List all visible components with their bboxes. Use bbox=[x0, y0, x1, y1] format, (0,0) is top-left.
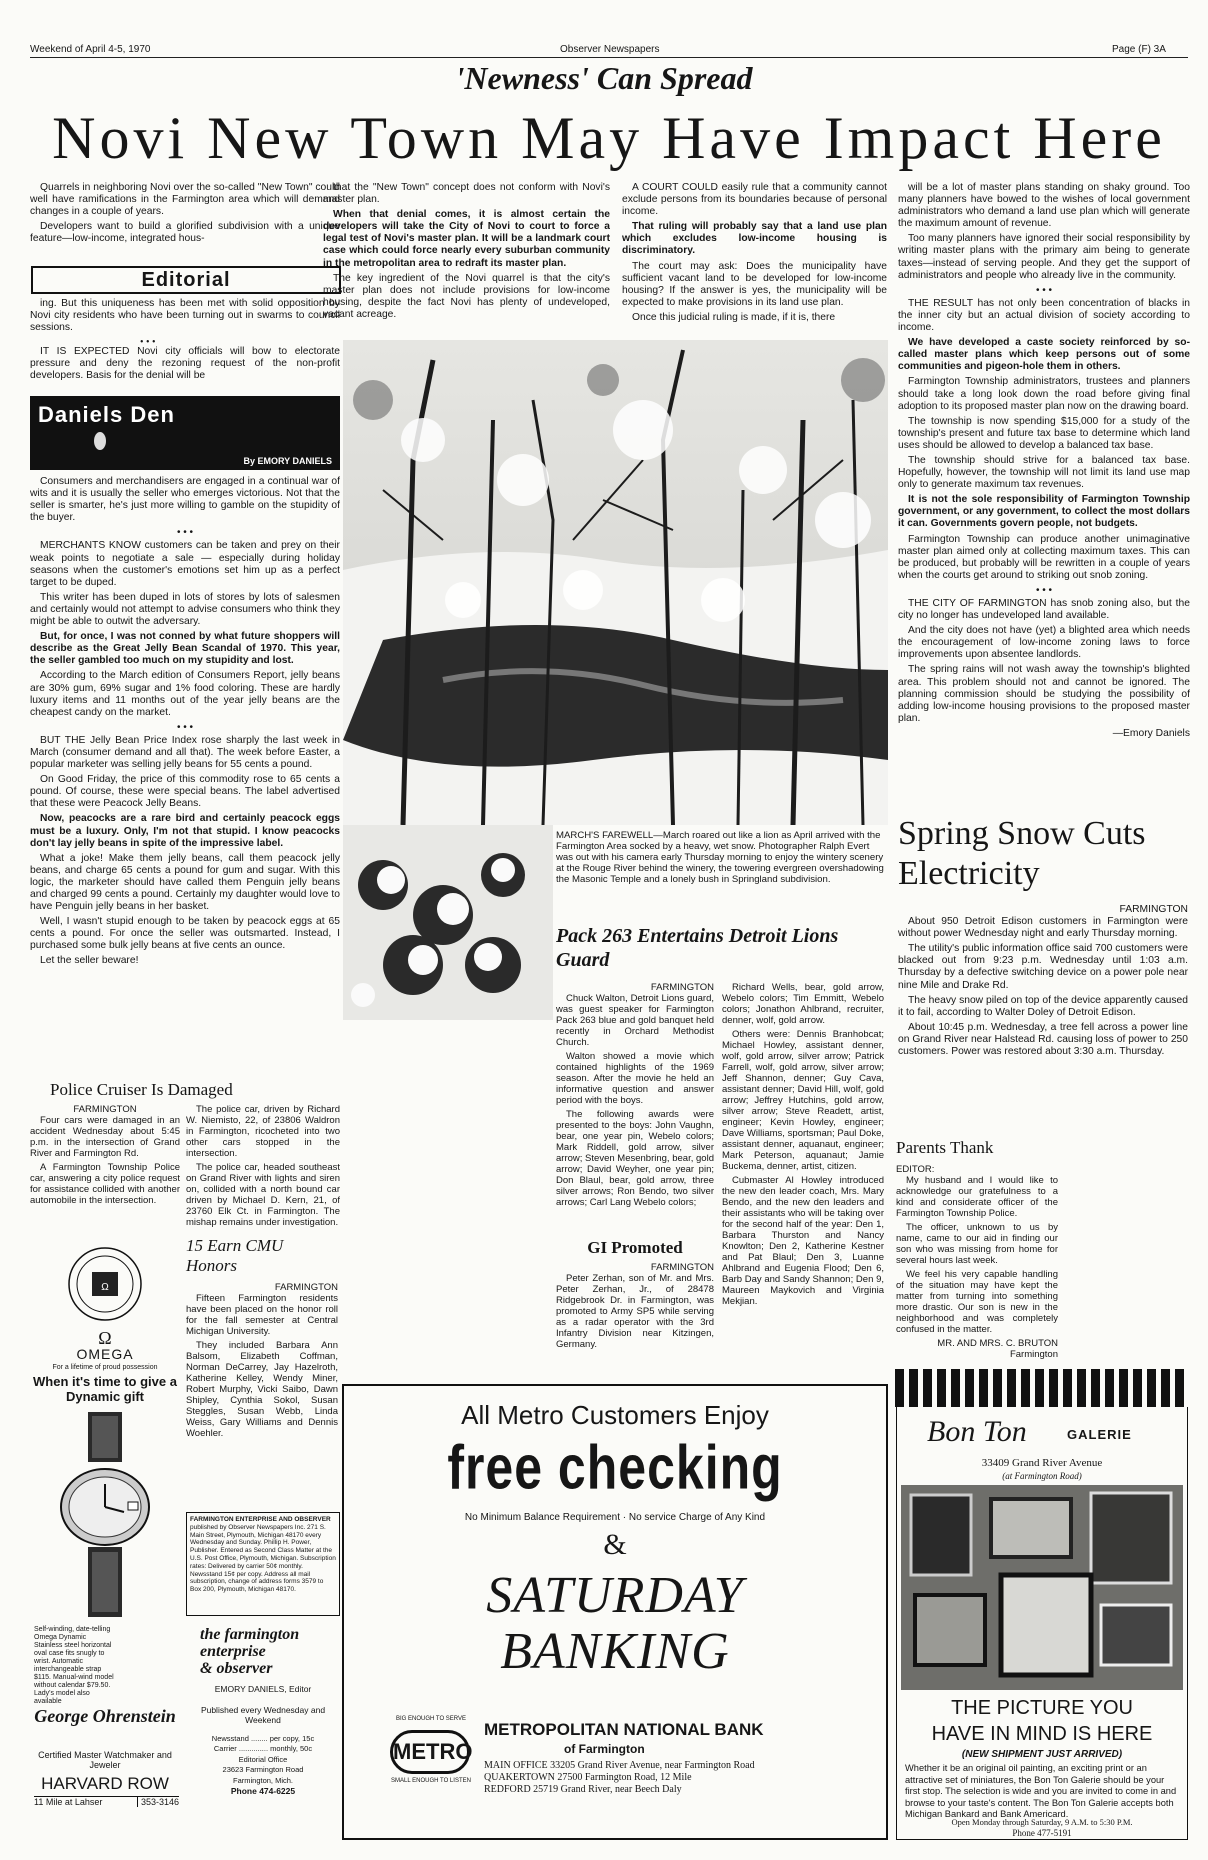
parents-para: We feel his very capable handling of the situation may have kept the matter from turning into something more drastic. Our son is new in the neighborhood and was completely confused in the matter. bbox=[896, 1269, 1058, 1335]
store-footer bbox=[34, 1796, 179, 1807]
bonton-heading-2: HAVE IN MIND IS HERE bbox=[931, 1723, 1153, 1745]
ad-border-pattern bbox=[895, 1369, 1189, 1407]
bonton-address: 33409 Grand River Avenue bbox=[981, 1457, 1103, 1469]
bank-ad-big: free checking bbox=[447, 1432, 783, 1502]
svg-text:Ω: Ω bbox=[101, 1282, 109, 1293]
divider: • • • bbox=[176, 527, 194, 539]
editorial-col1-bot bbox=[30, 346, 340, 394]
editorial-col1-mid bbox=[30, 298, 340, 338]
office-label: Editorial Office bbox=[238, 1754, 288, 1764]
publish-schedule: Published every Wednesday and Weekend bbox=[200, 1704, 326, 1725]
saturday-line: SATURDAY bbox=[486, 1567, 744, 1624]
main-headline: Novi New Town May Have Impact Here bbox=[52, 105, 1166, 171]
pack-para: The following awards were presented to the boys: John Vaughn, bear, one year pin, Webelo colors; Mark Riddell, gold arrow, silver arrow; Steven Mesenbring, bear, gold arrow; David Weyher, one year pin; Don Blaul, bear, gold arrow, three silver arrows; Ron Bendo, two silver arrows; Carl Lang Webelo colors; bbox=[556, 1109, 714, 1208]
bonton-galerie: GALERIE bbox=[1067, 1427, 1132, 1442]
omega-headline: When it's time to give a Dynamic gift bbox=[33, 1374, 177, 1404]
column-para: BUT THE Jelly Bean Price Index rose sharply the last week in March (consumer demand and all that). The week before Easter, a popular marketer was selling jelly beans for 55 cents a pound. bbox=[30, 734, 340, 771]
column-para: On Good Friday, the price of this commodity rose to 65 cents a pound. Of course, these were special beans. The label advertised that these were Peacock Jelly Beans. bbox=[30, 774, 340, 810]
editorial-para: THE RESULT has not only been concentration of blacks in the inner city but an actual division of society according to income. bbox=[898, 297, 1190, 334]
store-role: Certified Master Watchmaker and Jeweler bbox=[38, 1750, 172, 1770]
editorial-para: The township is now spending $15,000 for a study of the township's present and future tax base to determine which land uses should be allowed to develop a balanced tax base. bbox=[898, 415, 1190, 451]
pencil-icon bbox=[94, 432, 106, 450]
gi-body bbox=[556, 1262, 714, 1380]
editorial-col2 bbox=[323, 182, 610, 332]
cmu-para: They included Barbara Ann Balsom, Elizabeth Coffman, Norman DeCarrey, Jay Hazelroth, Katherine Kelley, Wendy Miner, Robert Murphy, Vicki Saibo, Dawn Shipley, Cynthia Sokol, Susan Steggles, Susan Webb, Linda Weiss, Gary Williams and Dennis Woehler. bbox=[186, 1340, 338, 1439]
dateline: FARMINGTON bbox=[1119, 904, 1188, 915]
bank-address: REDFORD 25719 Grand River, near Beech Daly bbox=[484, 1784, 682, 1795]
editorial-para: Farmington Township can produce another unimaginative master plan aimed only at collecting maximum taxes. This can be produced, but probably will be rewritten in a couple of years when the courts get around to striking out snob zoning. bbox=[898, 533, 1190, 581]
parents-headline: Parents Thank bbox=[896, 1138, 994, 1157]
photo-caption: MARCH'S FAREWELL—March roared out like a lion as April arrived with the Farmington Area socked by a heavy, wet snow. Photographer Ralph Evert was out with his camera early Thursday morning to enjoy the wintery scenery at the Rouge River behind the winery, the towering evergreen overshadowing the Masonic Temple and a lonely bush in Springland subdivision. bbox=[556, 830, 884, 885]
parents-para: My husband and I would like to acknowledge our gratefulness to a kind and considerate officer of the Farmington Township Police. bbox=[896, 1175, 1058, 1219]
office-phone: Phone 474-6225 bbox=[230, 1786, 296, 1796]
pack-para: Richard Wells, bear, gold arrow, Webelo colors; Tim Emmitt, Webelo colors; Jonathon Ahlbrand, recruiter, denner, wolf, gold arrow. bbox=[722, 982, 884, 1026]
police-col1 bbox=[30, 1104, 180, 1232]
editorial-col4 bbox=[898, 182, 1190, 806]
snow-scene-photo bbox=[343, 340, 888, 825]
logo-line: enterprise bbox=[200, 1643, 266, 1660]
editorial-para: THE CITY OF FARMINGTON has snob zoning also, but the city no longer has undeveloped land available. bbox=[898, 598, 1190, 622]
editor-credit: EMORY DANIELS, Editor bbox=[214, 1684, 312, 1694]
masthead-credits bbox=[186, 1684, 340, 1797]
pack-para: Walton showed a movie which contained highlights of the 1969 season. After the movie he held an informative question and answer period with the boys. bbox=[556, 1051, 714, 1106]
omega-brand: OMEGA bbox=[76, 1346, 134, 1362]
pack-col1 bbox=[556, 982, 714, 1237]
editorial-para: Too many planners have ignored their social responsibility by writing master plans with the primary aim being to generate taxes—instead of serving people. And they get the support of administrators and people who already live in the community. bbox=[898, 233, 1190, 281]
editorial-para: will be a lot of master plans standing on shaky ground. Too many planners have bowed to the wishes of local government administrators who demand a land use plan which will generate the maximum amount of revenue. bbox=[898, 182, 1190, 230]
spring-para: About 950 Detroit Edison customers in Farmington were without power Wednesday night and early Thursday morning. bbox=[898, 916, 1188, 940]
column-byline: By EMORY DANIELS bbox=[243, 456, 332, 466]
editorial-para: It is not the sole responsibility of Farmington Township government, or any government, to collect the most dollars it can. Governments govern people, not budgets. bbox=[898, 494, 1190, 530]
editorial-para: The court may ask: Does the municipality have sufficient vacant land to be developed for low-income housing? If the answer is yes, the municipality will be expected to make provisions in its land use plan. bbox=[622, 260, 887, 308]
cmu-body bbox=[186, 1282, 338, 1504]
editorial-col1-top bbox=[30, 182, 340, 275]
logo-line: the farmington bbox=[200, 1626, 300, 1643]
editorial-para: The spring rains will not wash away the township's blighted area. This problem should not and cannot be ignored. The planning commission should be studying the possibility of adding low-income housing provisions to the proposed master plan. bbox=[898, 664, 1190, 724]
salutation: EDITOR: bbox=[896, 1164, 935, 1175]
bank-address: QUAKERTOWN 27500 Farmington Road, 12 Mile bbox=[484, 1772, 692, 1783]
office-address1: 23623 Farmington Road bbox=[222, 1765, 304, 1774]
editorial-col3 bbox=[622, 182, 887, 332]
column-para: This writer has been duped in lots of stores by lots of salesmen and certainly would not attempt to advise consumers who think they might be able to outwit the adversary. bbox=[30, 591, 340, 628]
omega-copy: Self-winding, date-telling Omega Dynamic Stainless steel horizontal oval case fits snugly to wrist. Automatic interchangeable strap $115. Manual-wind model without calendar $79.50. Lady's model also available bbox=[34, 1626, 114, 1705]
bank-address: MAIN OFFICE 33205 Grand River Avenue, near Farmington Road bbox=[484, 1760, 755, 1771]
masthead-info-box bbox=[186, 1512, 340, 1616]
column-para: Let the seller beware! bbox=[40, 955, 139, 967]
rate-carrier: Carrier .............. monthly, 50c bbox=[213, 1744, 313, 1753]
divider: • • • bbox=[1035, 284, 1053, 296]
spring-para: The heavy snow piled on top of the device apparently caused it to fail, according to Walter Doley of Detroit Edison. bbox=[898, 994, 1188, 1018]
signer-place: Farmington bbox=[1009, 1349, 1058, 1360]
editorial-para: That ruling will probably say that a land use plan which excludes low-income housing is discriminatory. bbox=[622, 221, 887, 257]
bank-ad-top: All Metro Customers Enjoy bbox=[461, 1400, 769, 1430]
rate-newsstand: Newsstand ........ per copy, 15c bbox=[211, 1733, 315, 1743]
bank-ad-sub: No Minimum Balance Requirement · No service Charge of Any Kind bbox=[464, 1512, 766, 1523]
editorial-para: The township should strive for a balanced tax base. Hopefully, however, the township will not limit its land use map only to generate maximum tax revenues. bbox=[898, 454, 1190, 491]
police-col2 bbox=[186, 1104, 340, 1232]
snow-tree-photo bbox=[343, 825, 553, 1020]
bonton-subheading: (NEW SHIPMENT JUST ARRIVED) bbox=[961, 1749, 1123, 1760]
logo-bottom: SMALL ENOUGH TO LISTEN bbox=[391, 1778, 471, 1784]
editorial-para: Once this judicial ruling is made, if it is, there bbox=[632, 311, 836, 323]
store-location: 11 Mile at Lahser bbox=[34, 1797, 103, 1807]
logo-top: BIG ENOUGH TO SERVE bbox=[395, 1716, 467, 1722]
spring-para: About 10:45 p.m. Wednesday, a tree fell across a power line on Grand River near Halstead Rd. causing loss of power to 250 customers. Power was restored about 3:30 a.m. Thursday. bbox=[898, 1021, 1188, 1058]
editorial-para: IT IS EXPECTED Novi city officials will bow to electorate pressure and deny the rezoning request of the non-profit developers. Basis for the denial will be bbox=[30, 346, 340, 382]
ampersand: & bbox=[603, 1528, 627, 1561]
page-number: Page (F) 3A bbox=[1112, 44, 1166, 55]
kicker: 'Newness' Can Spread bbox=[455, 60, 753, 96]
editorial-para: that the "New Town" concept does not conform with Novi's master plan. bbox=[323, 182, 610, 206]
editorial-para: And the city does not have (yet) a blighted area which needs the encouragement of low-income zoning laws to force improvements upon absentee landlords. bbox=[898, 625, 1190, 661]
pack-col2 bbox=[722, 982, 884, 1380]
column-para: According to the March edition of Consumers Report, jelly beans are 30% gum, 69% sugar and 1% food coloring. These are hardly luxury items and 11 months out of the year jelly beans are the cheapest candy on the market. bbox=[30, 670, 340, 718]
store-phone: 353-3146 bbox=[137, 1797, 179, 1807]
spring-para: The utility's public information office said 700 customers were blacked out from 9:23 p.m. Wednesday until 1:03 a.m. Thursday by a defective switching device on a power pole near nine Mile and Drake Rd. bbox=[898, 943, 1188, 991]
metro-logo bbox=[386, 1716, 476, 1796]
spring-headline: Spring Snow Cuts Electricity bbox=[898, 815, 1146, 892]
editorial-para: Developers want to build a glorified subdivision with a unique feature—low-income, integrated hous- bbox=[30, 221, 340, 245]
divider: • • • bbox=[140, 337, 156, 348]
bonton-script: Bon Ton bbox=[927, 1415, 1027, 1448]
masthead-text: published by Observer Newspapers Inc. 271 S. Main Street, Plymouth, Michigan 48170 every Wednesday and Sunday. Phillip H. Power, Publisher. Entered as Second Class Matter at the U.S. Post Office, Plymouth, Michigan. Subscription rates: Delivered by carrier 50¢ monthly. Newsstand 15¢ per copy. Address all mail subscription, change of address forms 3579 to Box 200, Plymouth, Michigan 48170. bbox=[190, 1523, 336, 1594]
column-title: Daniels Den bbox=[38, 402, 175, 427]
bonton-location: (at Farmington Road) bbox=[1002, 1471, 1082, 1481]
column-para: What a joke! Make them jelly beans, call them peacock jelly beans, and charge 65 cents a pound for gum and sugar. With this logic, the marketer should have called them Penguin jelly beans and charged 99 cents a pound. Certainly my daughter would love to have Penguin jelly beans in her basket. bbox=[30, 852, 340, 913]
bank-ad bbox=[342, 1384, 888, 1840]
column-para: Now, peacocks are a rare bird and certainly peacock eggs must be a luxury. Only, I'm not that stupid. I know peacocks don't lay jelly beans in spite of the impressive label. bbox=[30, 813, 340, 849]
pack-headline: Pack 263 Entertains Detroit Lions Guard bbox=[556, 925, 839, 971]
editorial-para: A COURT COULD easily rule that a community cannot exclude persons from its boundaries because of personal income. bbox=[622, 182, 887, 218]
bonton-hours: Open Monday through Saturday, 9 A.M. to 5:30 P.M. bbox=[951, 1817, 1133, 1827]
bonton-body: Whether it be an original oil painting, an exciting print or an attractive set of miniatures, the Bon Ton Galerie should be your first stop. The selection is wide and you are invited to come in and browse to your taste's content. The Bon Ton Galerie accepts both Michigan Bankard and Bank Americard. bbox=[905, 1763, 1177, 1819]
pack-para: Chuck Walton, Detroit Lions guard, was guest speaker for Farmington Pack 263 blue and gold banquet held recently in Orchard Methodist Church. bbox=[556, 993, 714, 1048]
parents-body bbox=[896, 1164, 1058, 1364]
pack-para: Others were: Dennis Branhobcat; Michael Howley, assistant denner, wolf, gold arrow, silver arrow; Patrick Farrell, wolf, gold arrow, silver arrow; Jeff Shannon, denner; Guy Cava, assistant denner; David Hill, wolf, gold arrow; Jeffrey Hutchins, gold arrow, silver arrow; Steve Readett, artist, engineer; Kevin Howley, engineer; Dave Williams, sportsman; Paul Doke, assistant denner, aquanaut, engineer; Mark Peterson, aquanaut; Jamie Buckema, denner, artist, citizen. bbox=[722, 1029, 884, 1172]
editorial-para: The key ingredient of the Novi quarrel is that the city's master plan does not include provisions for low-income housing, despite the fact Novi has plenty of undeveloped, vacant acreage. bbox=[323, 272, 610, 320]
issue-date: Weekend of April 4-5, 1970 bbox=[30, 44, 151, 55]
dateline: FARMINGTON bbox=[650, 982, 714, 993]
signer: MR. AND MRS. C. BRUTON bbox=[937, 1338, 1058, 1349]
parents-para: The officer, unknown to us by name, came to our aid in finding our son who was missing from home for several hours last week. bbox=[896, 1222, 1058, 1266]
watch-illustration-icon bbox=[30, 1412, 180, 1622]
bank-name: METROPOLITAN NATIONAL BANK bbox=[484, 1720, 764, 1739]
omega-ad bbox=[30, 1236, 180, 1826]
bank-city: of Farmington bbox=[564, 1742, 645, 1756]
banking-line: BANKING bbox=[500, 1623, 730, 1680]
bonton-ad bbox=[896, 1370, 1188, 1840]
snowy-evergreen-image bbox=[343, 825, 553, 1020]
omega-symbol: Ω bbox=[98, 1328, 112, 1348]
daniels-den-body bbox=[30, 476, 340, 1018]
police-headline: Police Cruiser Is Damaged bbox=[50, 1080, 233, 1099]
editorial-para: ing. But this uniqueness has been met with solid opposition by Novi city residents who have been turning out in swarms to council sessions. bbox=[30, 298, 340, 334]
pack-para: Cubmaster Al Howley introduced the new den leader coach, Mrs. Mary Bendo, and the new den leaders and their assistants who will be taking over for the second half of the year: Den 1, Barbara Thurston and Nancy Knowlton; Den 2, Katherine Kestner and Pat Blaul; Den 3, Luanne Ahlbrand and Eugenia Flood; Den 6, Barb Day and Sandy Shannon; Den 9, Maureen Maykovich and Virginia Mekjian. bbox=[722, 1175, 884, 1307]
editorial-para: We have developed a caste society reinforced by so-called master plans which keep persons out of some communities and pigeon-hole them in others. bbox=[898, 337, 1190, 373]
divider: • • • bbox=[176, 721, 194, 733]
publication-name: Observer Newspapers bbox=[560, 44, 660, 55]
editorial-label: Editorial bbox=[31, 266, 341, 294]
office-address2: Farmington, Mich. bbox=[232, 1775, 294, 1785]
editorial-para: When that denial comes, it is almost certain the developers will take the City of Novi to court to force a legal test of Novi's master plan. It will be a landmark court case which could force nearly every suburban community in the metropolitan area to redraft its master plan. bbox=[323, 209, 610, 269]
gi-para: Peter Zerhan, son of Mr. and Mrs. Peter Zerhan, Jr., of 28478 Ridgebrook Dr. in Farmington, was promoted to Army SP5 while serving as a radar operator with the 3rd Infantry Division near Kitzingen, Germany. bbox=[556, 1273, 714, 1350]
police-para: Four cars were damaged in an accident Wednesday about 5:45 p.m. in the intersection of Grand River and Farmington Rd. bbox=[30, 1115, 180, 1159]
masthead-title: FARMINGTON ENTERPRISE AND OBSERVER bbox=[190, 1516, 331, 1523]
column-para: Well, I wasn't stupid enough to be taken by peacock eggs at 65 cents a pound. For once the seller was outsmarted. Instead, I purchased some bulk jelly beans at five cents an ounce. bbox=[30, 916, 340, 952]
police-para: The police car, driven by Richard W. Niemisto, 22, of 23806 Waldron in Farmington, ricocheted into two other cars stopped in the intersection. bbox=[186, 1104, 340, 1159]
store-name: HARVARD ROW bbox=[41, 1774, 169, 1793]
gallery-interior-image bbox=[901, 1485, 1183, 1690]
bonton-phone: Phone 477-5191 bbox=[1012, 1828, 1072, 1838]
cmu-headline: 15 Earn CMU Honors bbox=[186, 1236, 284, 1275]
snowy-river-image bbox=[343, 340, 888, 825]
divider: • • • bbox=[1035, 584, 1053, 596]
editorial-para: Quarrels in neighboring Novi over the so-called "New Town" could well have ramifications in the Farmington area which will demand changes in a couple of years. bbox=[30, 182, 340, 218]
police-para: The police car, headed southeast on Grand River with lights and siren on, collided with a north bound car driven by Michael D. Kern, 21, of 23760 Elk Ct. in Farmington. The mishap remains under investigation. bbox=[186, 1162, 340, 1228]
dateline: FARMINGTON bbox=[650, 1262, 714, 1273]
editorial-para: Farmington Township administrators, trustees and planners should take a long look down the road before giving final adoption to its proposed master plan now on the drawing board. bbox=[898, 376, 1190, 412]
header-rule bbox=[30, 57, 1188, 58]
dateline: FARMINGTON bbox=[274, 1282, 338, 1293]
store-script-name: George Ohrenstein bbox=[34, 1706, 176, 1726]
column-para: MERCHANTS KNOW customers can be taken and prey on their weak points to negotiate a sale — especially during holiday seasons when the customer's emotions set him up as a perfect target to be duped. bbox=[30, 540, 340, 588]
omega-tagline: For a lifetime of proud possession bbox=[52, 1364, 158, 1371]
cmu-para: Fifteen Farmington residents have been placed on the honor roll for the fall semester at Central Michigan University. bbox=[186, 1293, 338, 1337]
gi-headline: GI Promoted bbox=[587, 1238, 683, 1257]
police-para: A Farmington Township Police car, answering a city police request for assistance collided with another automobile in the intersection. bbox=[30, 1162, 180, 1206]
editorial-signature: —Emory Daniels bbox=[1112, 727, 1190, 739]
logo-word: METRO bbox=[390, 1730, 470, 1774]
column-para: Consumers and merchandisers are engaged in a continual war of wits and it is usually the seller who emerges victorious. Not that the seller is smarter, he's just more willing to gamble on the stupidity of the buyer. bbox=[30, 476, 340, 524]
logo-line: & observer bbox=[200, 1660, 273, 1677]
dateline: FARMINGTON bbox=[73, 1104, 137, 1115]
masthead-logo bbox=[200, 1626, 330, 1677]
watch-crest-icon bbox=[30, 1236, 180, 1336]
bank-addresses bbox=[484, 1760, 755, 1796]
bonton-heading-1: THE PICTURE YOU bbox=[951, 1697, 1133, 1719]
spring-body bbox=[898, 904, 1188, 1134]
column-banner bbox=[30, 396, 340, 470]
column-para: But, for once, I was not conned by what future shoppers will describe as the Great Jelly Bean Scandal of 1970. This year, the seller gambled too much on my stupidity and lost. bbox=[30, 631, 340, 667]
